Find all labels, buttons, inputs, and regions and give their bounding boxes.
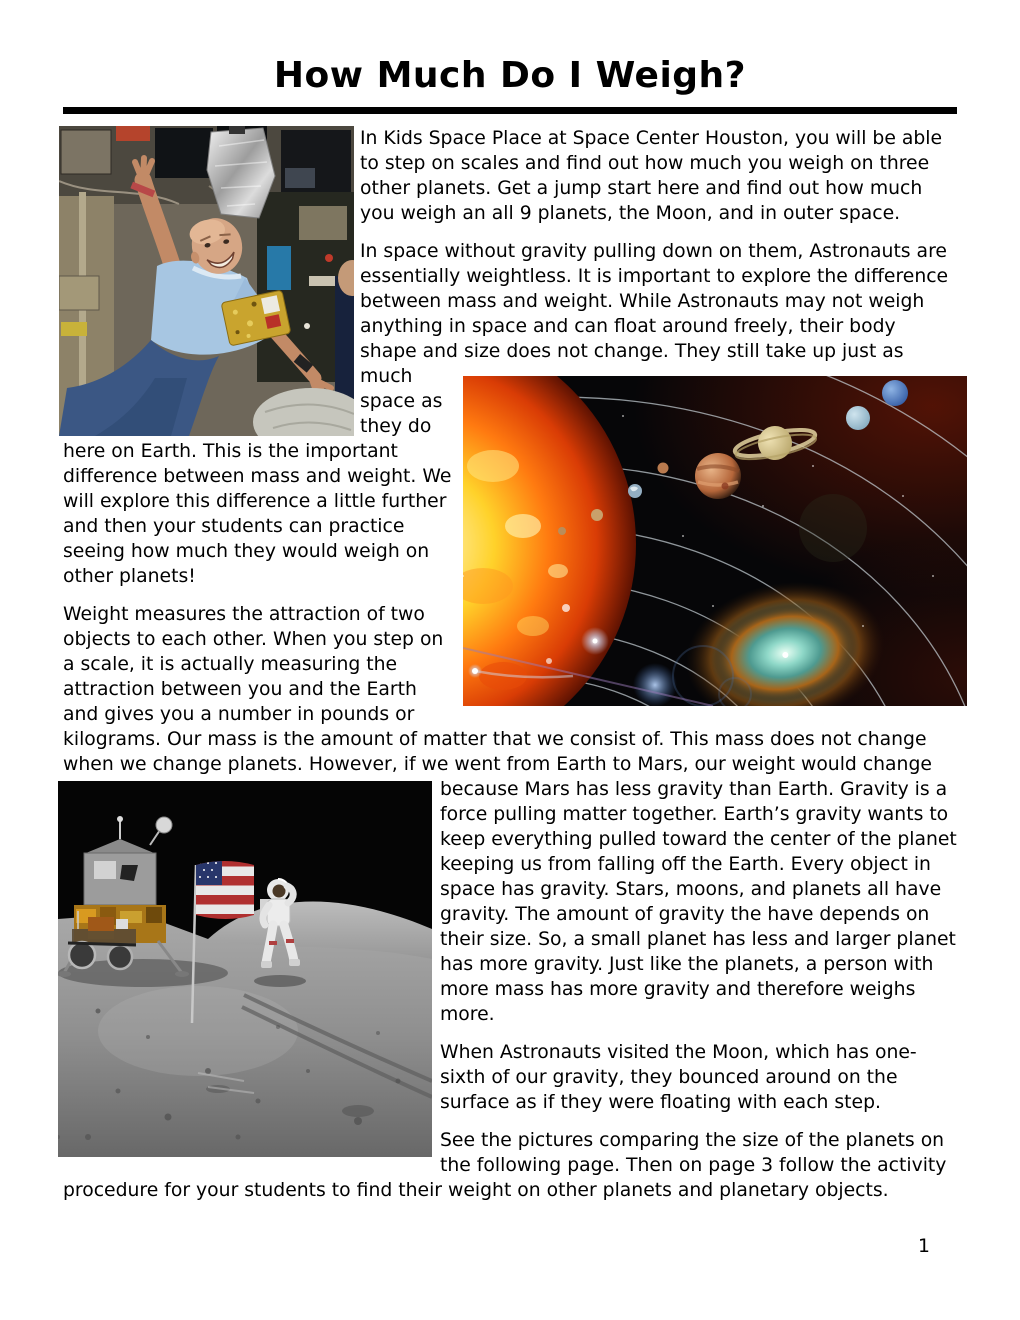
solar-system-image xyxy=(463,376,967,706)
planet-jupiter xyxy=(695,453,741,499)
paragraph-weight-gravity-text-a: Weight measures the attraction of two objects to each other. When you step on a scale, it is actually measuring the attraction between you and the Earth and gives you a number in pounds or kilograms. Our mass is the amount of matter that we consist of. This mass does not change when we change planets. However, if we went from Earth to Mars, our weight xyxy=(63,604,927,775)
paragraph-closing-text: See the pictures comparing the size of the planets on the following page. Then on page 3 follow the activity procedure for your students to find their weight on other planets and planetary objects. xyxy=(63,1130,947,1201)
planet-venus xyxy=(591,509,603,521)
planet-uranus xyxy=(846,406,870,430)
moon-landing-photo xyxy=(58,781,432,1157)
planet-earth xyxy=(628,484,642,498)
solar-system-illustration xyxy=(463,376,967,706)
page-body xyxy=(63,114,957,1203)
moon-landing-illustration xyxy=(58,781,432,1157)
planet-mercury xyxy=(558,527,566,535)
planet-neptune xyxy=(882,380,908,406)
paragraph-weightless-text-b: still take up just as much space as they do here on Earth. This is the important difference between mass and weight. We will explore this difference a little further and then your students can practice seeing how much they would weigh on other planets! xyxy=(63,341,904,587)
paragraph-intro-text: In Kids Space Place at Space Center Houston, you will be able to step on scales and find out how much you weigh on three other planets. Get a jump start here and find out how much you weigh an all 9 planets, the Moon, and in outer space. xyxy=(360,128,943,224)
page-number: 1 xyxy=(918,1236,930,1257)
page-title: How Much Do I Weigh? xyxy=(273,55,747,96)
planet-mars xyxy=(658,463,669,474)
iss-astronaut-photo xyxy=(59,126,354,436)
iss-astronaut-illustration xyxy=(59,126,354,436)
paragraph-weightless-text-a: In space without gravity pulling down on them, Astronauts are essentially weightless. It is important to explore the difference between mass and weight. While Astronauts may not weigh anything in space and can float around freely, their body shape and size does not change. They xyxy=(360,241,949,362)
paragraph-moon-visit-text: When Astronauts visited the Moon, which has one-sixth of our gravity, they bounced around on the surface as if they were floating with each step. xyxy=(440,1042,917,1113)
paragraph-weight-gravity-text-b: would change because Mars has less gravity than Earth. Gravity is a force pulling matter together. Earth’s gravity wants to keep everything pulled toward the center of the planet keeping us from falling off the Earth. Every object in space has gravity. Stars, moons, and planets all have gravity. The amount of gravity the have depends on their size. So, a small planet has less and larger planet has more gravity. Just like the planets, a person with more mass has more gravity and therefore weighs more. xyxy=(440,754,957,1025)
title-rule xyxy=(63,107,957,114)
